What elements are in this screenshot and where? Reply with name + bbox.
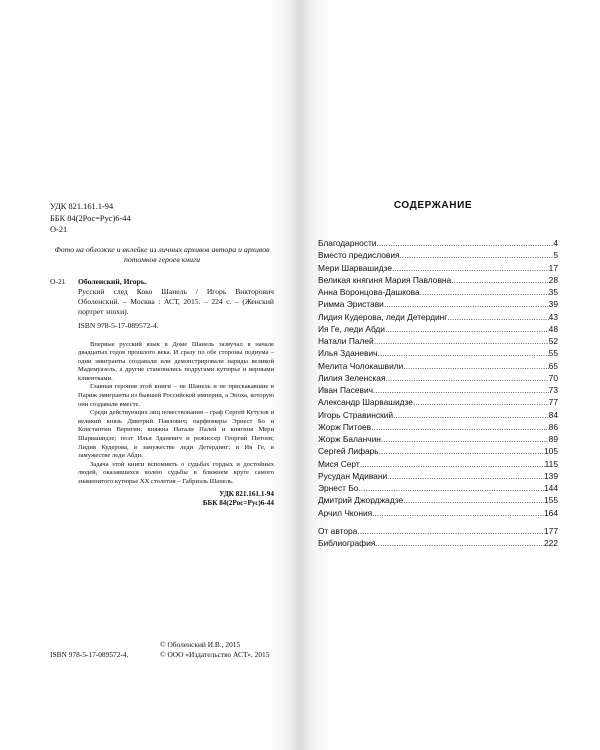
toc-entry-page: 4: [553, 238, 558, 248]
toc-entry: [318, 397, 558, 409]
toc-entry-title: Ия Ге, леди Абди: [318, 323, 385, 334]
annotation-paragraph: Главная героиня этой книги – не Шанель и не прискакавшие в Париж эмигранты из бывшей Российской империи, а Эпоха, которую они создавали вместе.: [78, 383, 274, 408]
annotation-udk: УДК 821.161.1-94: [219, 489, 274, 498]
toc-entry-page: 222: [544, 538, 558, 548]
toc-entry-page: 77: [548, 397, 558, 408]
toc-leader-dots: [371, 422, 549, 432]
toc-entry-page: 139: [544, 470, 558, 481]
toc-entry-title: Жорж Баланчин: [318, 434, 381, 444]
toc-entry-page: 28: [548, 274, 558, 285]
toc-leader-dots: [360, 459, 545, 469]
toc-entry-title: Мери Шарвашидзе: [318, 262, 393, 273]
toc-leader-dots: [403, 361, 548, 371]
toc-leader-dots: [358, 483, 544, 493]
footer-isbn: ISBN 978-5-17-089572-4.: [50, 650, 129, 659]
toc-leader-dots: [451, 275, 548, 285]
toc-entry-page: 5: [553, 250, 558, 261]
toc-entry-page: 86: [548, 421, 558, 432]
toc-entry-title: Иван Пасевич: [318, 385, 373, 395]
toc-entry: [318, 434, 558, 446]
copyright-author: © Оболенский И.В., 2015: [160, 640, 241, 649]
toc-leader-dots: [373, 385, 549, 395]
toc-entry: [318, 508, 558, 520]
toc-entry-page: 48: [548, 323, 558, 334]
author-sign: О-21: [50, 225, 68, 234]
toc-entry-page: 155: [544, 495, 558, 506]
toc-entry-title: Лидия Кудерова, леди Детердинг: [318, 311, 448, 322]
toc-entry-page: 164: [544, 507, 558, 518]
toc-leader-dots: [375, 538, 544, 548]
toc-entry-page: 35: [548, 287, 558, 297]
imprint-footer: [50, 640, 274, 660]
toc-entry-title: Натали Палей: [318, 336, 374, 346]
toc-entry-title: Великая княгиня Мария Павловна: [318, 274, 452, 285]
toc-entry-page: 177: [544, 525, 558, 536]
udk-code: УДК 821.161.1-94: [50, 202, 114, 211]
toc-entry: [318, 348, 558, 360]
toc-entry: [318, 459, 558, 471]
catalog-description: Русский след Коко Шанель / Игорь Викторович Оболенский. – Москва : АСТ, 2015. – 224 с. – (Женский портрет эпохи).: [78, 286, 274, 316]
toc-leader-dots: [400, 250, 554, 260]
toc-entry-page: 73: [548, 385, 558, 395]
catalog-record: [50, 277, 274, 331]
toc-entry-page: 52: [548, 336, 558, 346]
toc-entry: [318, 263, 558, 275]
photo-note: Фото на обложке и вклейке из личных архивов автора и архивов потомков героев книги: [54, 244, 270, 264]
toc-entry-title: Римма Эристави: [318, 299, 384, 310]
toc-entry-title: Игорь Стравинский: [318, 409, 394, 420]
toc-entry: [318, 287, 558, 299]
annotation-codes: [50, 490, 274, 508]
toc-entry: [318, 250, 558, 262]
toc-leader-dots: [385, 324, 549, 334]
toc-entry-title: Арчил Чкония: [318, 507, 373, 518]
toc-entry: [318, 538, 558, 550]
annotation-paragraph: Впервые русский язык в Доме Шанель зазвучал в начале двадцатых годов прошлого века. И сразу по обе стороны подиума – одни эмигранты создавали или демонстрировали наряды великой Мадемуазель, а другие становились подругами кутюрье и верными клиентками.: [78, 340, 274, 382]
left-page: [50, 201, 274, 508]
toc-entry-page: 144: [544, 483, 558, 493]
toc-leader-dots: [403, 495, 544, 505]
toc-entry-title: От автора: [318, 525, 358, 536]
toc-leader-dots: [378, 348, 549, 358]
catalog-body: [78, 277, 274, 331]
table-of-contents: [318, 238, 558, 550]
author-heading: Оболенский, Игорь.: [78, 276, 147, 286]
toc-entry-page: 115: [544, 458, 558, 469]
bbk-code: ББК 84(2Рос=Рус)6-44: [50, 213, 131, 223]
catalog-code: О-21: [50, 276, 66, 286]
toc-entry-title: Жорж Питоев: [318, 421, 372, 432]
toc-entry: [318, 361, 558, 373]
toc-leader-dots: [372, 508, 544, 518]
toc-entry-page: 43: [548, 311, 558, 322]
toc-leader-dots: [420, 287, 549, 297]
toc-entry: [318, 495, 558, 507]
toc-entry-page: 70: [548, 372, 558, 383]
toc-entry: [318, 385, 558, 397]
toc-leader-dots: [357, 526, 544, 536]
toc-entry-page: 39: [548, 299, 558, 310]
toc-entry: [318, 336, 558, 348]
toc-entry: [318, 299, 558, 311]
toc-leader-dots: [379, 446, 544, 456]
toc-entry-title: Сергей Лифарь: [318, 446, 379, 457]
toc-entry-title: Мелита Чолокашвили: [318, 360, 404, 371]
toc-leader-dots: [393, 410, 549, 420]
toc-entry-title: Лилия Зеленская: [318, 372, 386, 383]
toc-entry-page: 55: [548, 348, 558, 359]
copyright-publisher: © ООО «Издательство АСТ», 2015: [160, 650, 270, 659]
toc-entry-title: Дмитрий Джорджадзе: [318, 495, 404, 506]
toc-entry: [318, 410, 558, 422]
isbn: ISBN 978-5-17-089572-4.: [78, 320, 159, 330]
toc-entry-page: 89: [548, 434, 558, 444]
toc-entry-title: Илья Зданевич: [318, 348, 378, 359]
toc-entry: [318, 312, 558, 324]
toc-leader-dots: [374, 336, 549, 346]
toc-entry-title: Мися Серт: [318, 458, 360, 469]
toc-entry: [318, 471, 558, 483]
toc-leader-dots: [381, 434, 549, 444]
toc-entry-title: Библиография: [318, 538, 376, 548]
toc-entry-page: 105: [544, 446, 558, 457]
toc-entry-title: Эрнест Бо: [318, 483, 359, 493]
toc-leader-dots: [447, 312, 548, 322]
toc-entry-page: 65: [548, 360, 558, 371]
annotation-paragraph: Среди действующих лиц повествования – граф Сергей Кутузов и великий князь Дмитрий Павлович; парфюмеры Эрнест Бо и Константин Веригин; княжна Натали Палей и княгиня Мери Шарвашидзе; поэт Илья Зданевич и режиссер Георгий Питоев; Лидия Кудерова, в замужестве леди Детердинг; и Ия Ге, в замужестве леди Абди.: [78, 409, 274, 460]
annotation-bbk: ББК 84(2Рос=Рус)6-44: [202, 498, 274, 507]
toc-entry: [318, 275, 558, 287]
copyrights: [160, 640, 274, 660]
toc-entry-page: 84: [548, 409, 558, 420]
toc-leader-dots: [392, 263, 549, 273]
toc-entry-page: 17: [548, 262, 558, 273]
right-page: [318, 200, 558, 550]
toc-entry-title: Александр Шарвашидзе: [318, 397, 413, 408]
toc-entry-title: Русудан Мдивани: [318, 470, 388, 481]
toc-entry: [318, 526, 558, 538]
toc-leader-dots: [385, 373, 548, 383]
toc-entry: [318, 422, 558, 434]
toc-leader-dots: [376, 238, 553, 248]
toc-entry: [318, 483, 558, 495]
annotation: [50, 341, 274, 487]
toc-leader-dots: [387, 471, 544, 481]
toc-entry-title: Вместо предисловия: [318, 250, 400, 261]
toc-leader-dots: [384, 299, 549, 309]
toc-entry: [318, 238, 558, 250]
annotation-paragraph: Задача этой книги вспомнить о судьбах гордых и достойных людей, оказавшихся волею судьбы в ближнем круге самого знаменитого кутюрье XX столетия – Габриэль Шанель.: [78, 460, 274, 485]
toc-entry: [318, 324, 558, 336]
toc-entry-title: Благодарности: [318, 238, 377, 248]
toc-entry: [318, 446, 558, 458]
toc-title: СОДЕРЖАНИЕ: [393, 200, 473, 211]
bibliographic-codes: [50, 201, 274, 236]
toc-entry: [318, 373, 558, 385]
toc-entry-title: Анна Воронцова-Дашкова: [318, 287, 420, 297]
toc-leader-dots: [413, 397, 549, 407]
